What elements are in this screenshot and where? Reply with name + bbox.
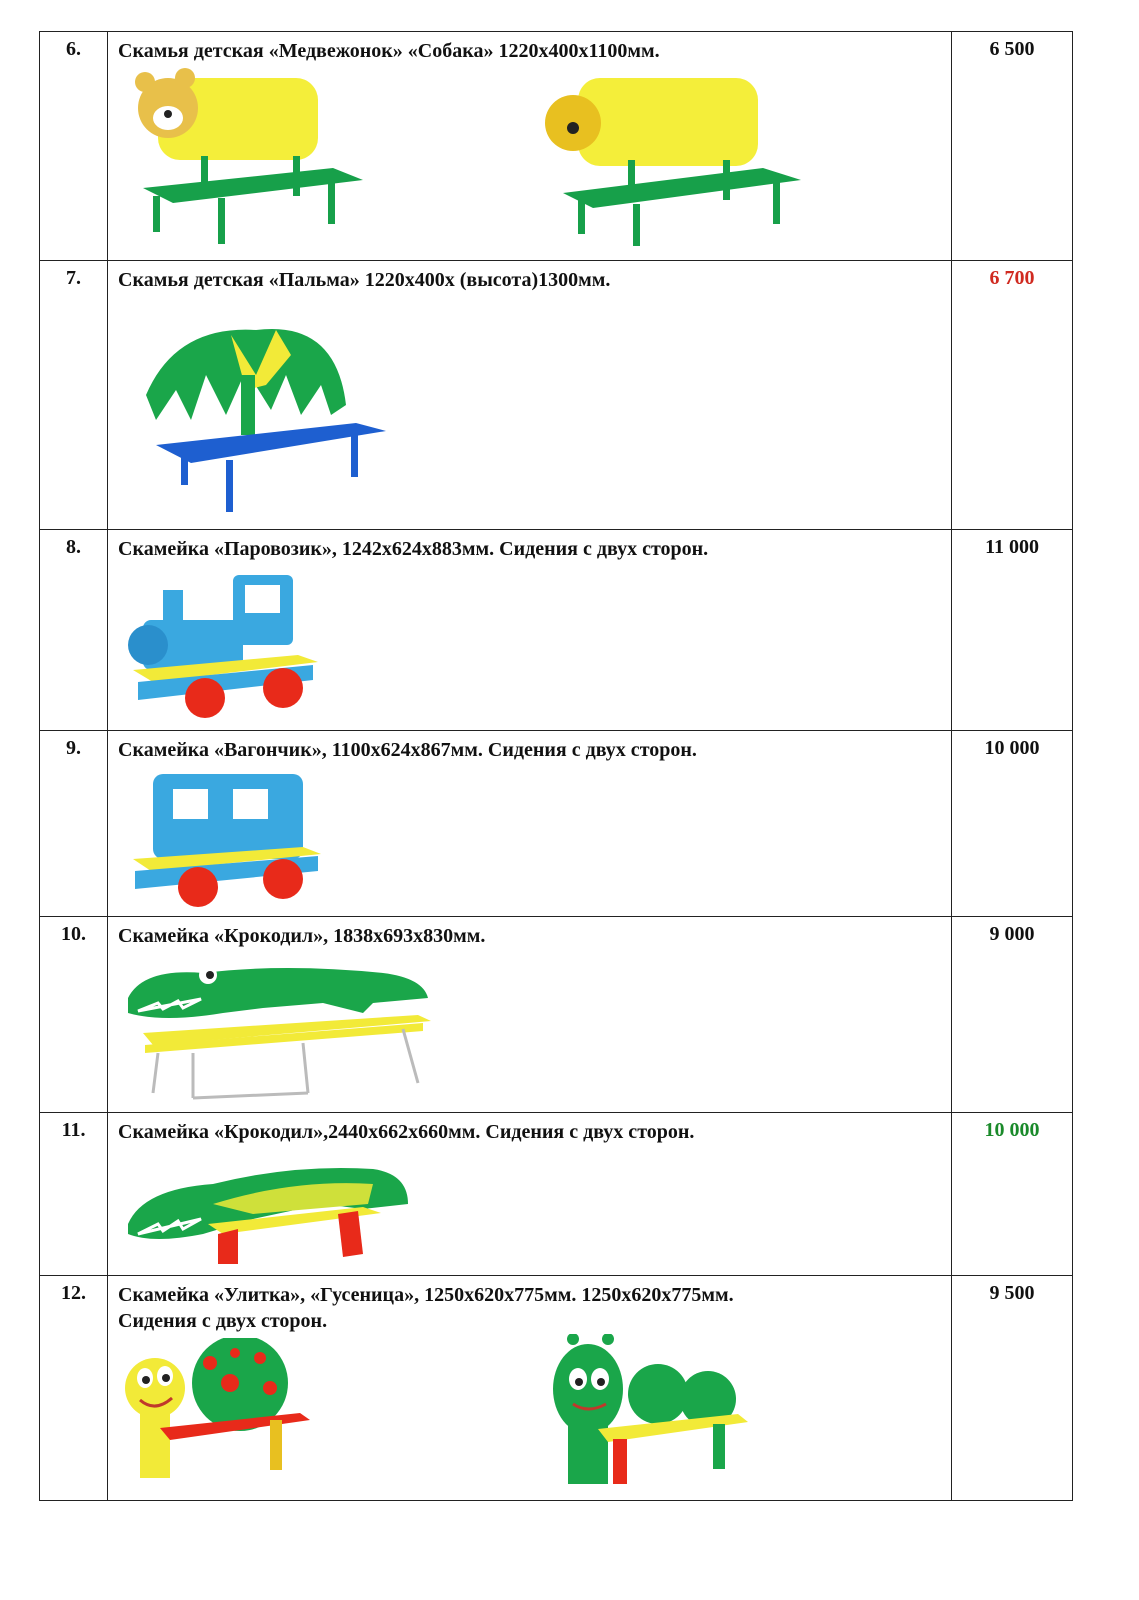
- row-number: 12.: [40, 1276, 108, 1501]
- row-number: 8.: [40, 530, 108, 731]
- product-title: Скамейка «Крокодил», 1838х693х830мм.: [118, 925, 486, 947]
- row-number: 6.: [40, 32, 108, 261]
- product-title: Скамейка «Вагончик», 1100х624х867мм. Сидения с двух сторон.: [118, 739, 697, 761]
- product-title-line-2: Сидения с двух сторон.: [118, 1310, 328, 1332]
- table-row: [40, 1113, 1073, 1276]
- row-description: [108, 261, 952, 530]
- wagon-bench-illustration: [123, 769, 323, 909]
- palm-bench-illustration: [136, 315, 396, 515]
- row-number: 11.: [40, 1113, 108, 1276]
- product-title: Скамейка «Крокодил»,2440х662х660мм. Сидения с двух сторон.: [118, 1121, 695, 1143]
- product-title: Скамья детская «Медвежонок» «Собака» 1220х400х1100мм.: [118, 40, 660, 62]
- bear-bench-illustration: [123, 68, 363, 248]
- dog-bench-illustration: [533, 68, 803, 248]
- product-title-line-1: Скамейка «Улитка», «Гусеница», 1250х620х775мм. 1250х620х775мм.: [118, 1284, 734, 1306]
- table-row: [40, 917, 1073, 1113]
- product-title: Скамья детская «Пальма» 1220х400х (высота)1300мм.: [118, 269, 611, 291]
- row-price: 6 700: [952, 261, 1073, 530]
- row-description: [108, 1113, 952, 1276]
- row-price: 9 000: [952, 917, 1073, 1113]
- table-row: [40, 261, 1073, 530]
- locomotive-bench-illustration: [123, 570, 323, 720]
- crocodile-bench-illustration: [123, 953, 433, 1103]
- table-row: [40, 32, 1073, 261]
- table-row: [40, 731, 1073, 917]
- product-title: [108, 1276, 951, 1334]
- price-table: [39, 31, 1073, 1501]
- row-description: [108, 731, 952, 917]
- row-price: 10 000: [952, 1113, 1073, 1276]
- row-price: 9 500: [952, 1276, 1073, 1501]
- row-number: 9.: [40, 731, 108, 917]
- row-description: [108, 1276, 952, 1501]
- snail-bench-illustration: [120, 1338, 320, 1488]
- row-price: 6 500: [952, 32, 1073, 261]
- product-title: Скамейка «Паровозик», 1242х624х883мм. Сидения с двух сторон.: [118, 538, 709, 560]
- crocodile-double-bench-illustration: [123, 1149, 413, 1269]
- table-row: [40, 1276, 1073, 1501]
- row-description: [108, 917, 952, 1113]
- row-description: [108, 32, 952, 261]
- caterpillar-bench-illustration: [548, 1334, 758, 1494]
- row-price: 11 000: [952, 530, 1073, 731]
- row-price: 10 000: [952, 731, 1073, 917]
- row-number: 10.: [40, 917, 108, 1113]
- table-row: [40, 530, 1073, 731]
- row-number: 7.: [40, 261, 108, 530]
- row-description: [108, 530, 952, 731]
